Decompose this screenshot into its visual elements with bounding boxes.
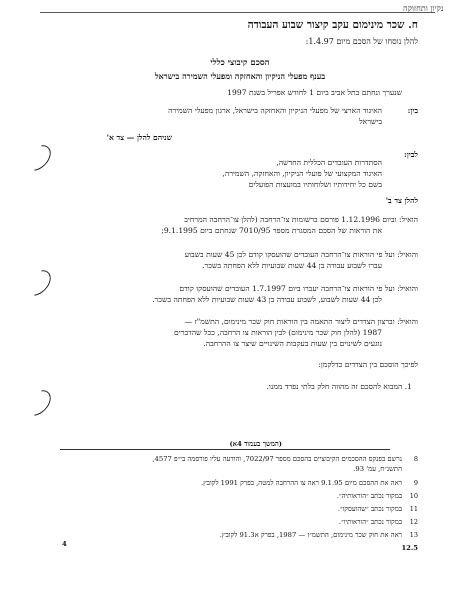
whereas-line-2: את הוראות של הסכם המסגרת מספר 7010/95 שנחתם ביום 9.1.1995; [161,226,382,235]
footnote-num: 13 [409,531,418,539]
party1-alias: שניהם להלן — צד א' [106,133,172,142]
footnote-num: 11 [409,505,418,513]
and-label: לבין: [404,150,418,159]
clause-1: 1. המבוא להסכם זה מהווה חלק בלתי נפרד ממנו. [266,382,412,391]
running-header: נקיון ותחזוקה [403,4,444,13]
whereas-line-9: נוגעים לשינוים בין שעות בעקבות השינויים שיצר צו ההרחבה. [203,339,382,348]
agreement-signed: שנערך ונחתם בתל אביב ביום 1 לחודש אפריל בשנת 1997 [227,88,402,97]
footnote-text: במקור נכתב ״שהועסקו״. [337,505,402,513]
party1-line-1: האיגוד הארצי של מפעלי הניקיון והאחזקה בישראל, ארגון מפעלי השמירה [168,106,382,115]
between-label: בין: [407,106,418,115]
footnote-text: ראה את ההסכם מיום 9.1.95 ראה צו ההרחבה למטה, בפרק 1991 לקובץ. [200,479,402,487]
agreed-line: לפיכך הוסכם בין הצדדים כדלקמן: [318,360,418,369]
punch-hole-mark [20,265,55,300]
footnote-text: נרשם בפנקס ההסכמים הקיבוציים בהסכם מספר 7022/97, והודעה עליו פורסמה בי״פ 4577, [152,455,402,463]
punch-hole-mark [20,385,55,420]
page-number: 4 [62,540,67,548]
party2-line-1: הסתדרות העובדים הכללית החדשה, [276,158,382,167]
footnote-text: התשנ״ח, עמ' 93. [353,465,402,473]
whereas-line-8: 1987 (להלן חוק שכר מינימום) לבין הוראות צו הרחבה, ככל שהדברים [173,328,382,337]
whereas-line-4: עברו לשבוע עבודה בן 44 שעות שבועיות ללא הפחתה בשכר. [202,261,382,270]
party2-line-3: בשם כל יחידותיו ושלוחותיו במועצות הפועלים [248,180,382,189]
footnote-num: 9 [413,479,418,487]
footnote-text: ראה את חוק שכר מינימום, התשמ״ז — 1987, בפרק א91.3 לקובץ. [219,531,402,539]
footnote-num: 10 [409,492,418,500]
continued-note: (המשך בעמוד 4א) [229,440,282,448]
page-code: 12.5 [401,544,418,552]
agreement-heading: הסכם קיבוצי כללי [210,58,270,68]
footnote-rule [60,449,390,450]
party1-line-2: בישראל [359,117,382,126]
whereas-line-7: והואיל: וברצון הצדדים ליצור התאמה בין הוראות חוק שכר מינימום, התשמ"ז — [184,317,418,326]
whereas-line-3: והואיל: ועל פי הוראות צו־הרחבה העובדים שהועסקו קודם לכן 45 שעות בשבוע [184,250,418,259]
whereas-line-5: והואיל: ועל פי הוראות צו־הרחבה יעברו ביום 1.7.1997 העובדים שהועסקו קודם [179,284,418,293]
whereas-line-1: הואיל: וביום 1.12.1996 פורסם ברשומות צו־הרחבה (להלן צו־הרחבה המרחיב [184,215,418,224]
party2-line-2: האיגוד המקצועי של פועלי הניקיון, והאחזקה, השמירה, [222,169,382,178]
section-subtitle: להלן נוסחו של הסכם מיום 1.4.97: [305,37,418,46]
whereas-line-6: לכן 44 שעות לשבוע, לשבוע עבודה בן 43 שעות שבועיות ללא הפחתה בשכר. [152,295,382,304]
footnote-text: במקור נכתב ״הוראותיו״. [338,518,402,526]
footnote-num: 8 [413,455,418,463]
party2-alias: להלן צד ב' [385,196,418,205]
agreement-subheading: בענף מפעלי הניקיון והאחזקה ומפעלי השמירה בישראל [154,71,326,81]
punch-hole-mark [20,140,55,175]
section-title: ח. שכר מינימום עקב קיצור שבוע העבודה [247,19,418,31]
footnote-text: במקור נכתב ״הוראותיה״. [336,492,402,500]
header-rule [40,12,435,13]
footnote-num: 12 [409,518,418,526]
